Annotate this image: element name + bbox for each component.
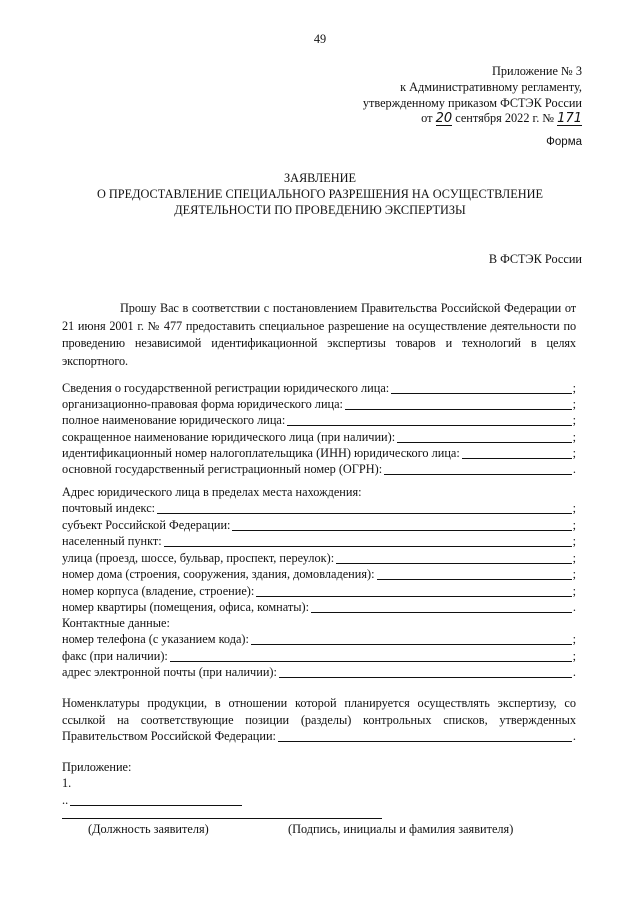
registration-field-label: полное наименование юридического лица: — [62, 413, 286, 428]
address-field-end: . — [572, 600, 576, 614]
address-field-1 — [62, 501, 576, 516]
address-heading: Адрес юридического лица в пределах места нахождения: — [62, 485, 362, 499]
address-field-6 — [62, 584, 576, 599]
title-line-3: ДЕЯТЕЛЬНОСТИ ПО ПРОВЕДЕНИЮ ЭКСПЕРТИЗЫ — [174, 203, 466, 217]
signature-label: (Подпись, инициалы и фамилия заявителя) — [288, 822, 514, 836]
addressee: В ФСТЭК России — [488, 252, 582, 266]
contact-field-end: ; — [572, 632, 576, 646]
address-field-7 — [62, 600, 576, 615]
appendix-line-2: к Административному регламенту, — [400, 80, 582, 94]
address-field-label: номер дома (строения, сооружения, здания, домовладения): — [62, 567, 375, 581]
attachment-item-2-blank[interactable] — [70, 794, 242, 806]
nomenclature-field — [62, 729, 576, 744]
page-number: 49 — [313, 32, 327, 46]
registration-field-blank[interactable] — [462, 447, 572, 459]
registration-field-2 — [62, 397, 576, 412]
order-number-handwritten: 171 — [557, 111, 582, 126]
date-prefix: от — [421, 111, 436, 125]
registration-field-label: организационно-правовая форма юридического лица: — [62, 397, 343, 412]
address-field-end: ; — [572, 567, 576, 581]
address-field-blank[interactable] — [311, 601, 572, 613]
address-field-label: номер квартиры (помещения, офиса, комнаты): — [62, 600, 310, 614]
registration-field-blank[interactable] — [384, 463, 572, 475]
registration-field-1 — [62, 381, 576, 396]
contact-field-3 — [62, 665, 576, 680]
address-field-end: ; — [572, 583, 576, 598]
registration-field-end: . — [572, 462, 576, 476]
address-field-label: номер корпуса (владение, строение): — [62, 583, 255, 598]
registration-field-5 — [62, 446, 576, 461]
address-field-end: ; — [572, 501, 576, 515]
form-label: Форма — [546, 136, 582, 148]
attachment-item-1: 1. — [62, 776, 72, 790]
title-line-2: О ПРЕДОСТАВЛЕНИЕ СПЕЦИАЛЬНОГО РАЗРЕШЕНИЯ НА ОСУЩЕСТВЛЕНИЕ — [96, 187, 544, 201]
address-field-blank[interactable] — [377, 568, 572, 580]
nomenclature-field-end: . — [572, 729, 576, 743]
registration-field-end: ; — [572, 429, 576, 444]
registration-field-label: сокращенное наименование юридического лица (при наличии): — [62, 429, 396, 444]
registration-field-blank[interactable] — [397, 431, 571, 443]
contact-field-end: ; — [572, 648, 576, 663]
registration-field-6 — [62, 462, 576, 477]
request-paragraph — [62, 300, 576, 370]
registration-field-3 — [62, 413, 576, 428]
address-field-blank[interactable] — [157, 502, 571, 514]
contact-field-label: номер телефона (с указанием кода): — [62, 632, 249, 646]
registration-field-end: ; — [572, 397, 576, 412]
registration-field-4 — [62, 430, 576, 445]
contact-field-1 — [62, 632, 576, 647]
contact-field-blank[interactable] — [251, 633, 572, 645]
address-field-label: населенный пункт: — [62, 534, 162, 548]
contact-field-label: факс (при наличии): — [62, 648, 168, 663]
contact-field-end: . — [572, 665, 576, 679]
contact-field-blank[interactable] — [279, 666, 572, 678]
address-field-5 — [62, 567, 576, 582]
title-line-1: ЗАЯВЛЕНИЕ — [283, 171, 357, 185]
signature-line[interactable] — [62, 818, 382, 819]
registration-field-label: идентификационный номер налогоплательщика (ИНН) юридического лица: — [62, 445, 460, 460]
address-field-blank[interactable] — [164, 535, 572, 547]
address-field-label: улица (проезд, шоссе, бульвар, проспект, переулок): — [62, 550, 335, 565]
nomenclature-field-blank[interactable] — [278, 730, 572, 742]
registration-field-end: ; — [572, 381, 576, 395]
nomenclature-line-2: ссылкой на соответствующие позиции (разделы) контрольных списков, утвержденных — [62, 713, 576, 727]
address-field-blank[interactable] — [336, 552, 571, 564]
registration-field-end: ; — [572, 445, 576, 460]
date-day-handwritten: 20 — [435, 111, 453, 126]
contact-field-label: адрес электронной почты (при наличии): — [62, 665, 277, 679]
attachment-heading: Приложение: — [62, 760, 132, 774]
date-rest: сентября 2022 г. № — [452, 111, 558, 125]
position-label: (Должность заявителя) — [88, 822, 209, 836]
address-field-blank[interactable] — [232, 519, 571, 531]
address-field-end: ; — [572, 517, 576, 532]
nomenclature-line-1: Номенклатуры продукции, в отношении которой планируется осуществлять экспертизу, со — [62, 696, 576, 710]
request-paragraph-text: Прошу Вас в соответствии с постановлением Правительства Российской Федерации от 21 июня 2001 г. № 477 предоставить специальное разрешение на осуществление деятельности по проведению независимой идентификационной экспертизы товаров и технологий в целях экспортного. — [62, 301, 576, 368]
address-field-end: ; — [572, 534, 576, 548]
contact-field-blank[interactable] — [170, 650, 572, 662]
address-field-blank[interactable] — [256, 585, 571, 597]
nomenclature-field-label: Правительством Российской Федерации: — [62, 729, 276, 743]
registration-field-label: основной государственный регистрационный номер (ОГРН): — [62, 462, 383, 476]
registration-field-blank[interactable] — [391, 382, 571, 394]
address-field-label: почтовый индекс: — [62, 501, 156, 515]
appendix-line-1: Приложение № 3 — [491, 64, 582, 78]
address-field-end: ; — [572, 550, 576, 565]
contacts-heading: Контактные данные: — [62, 616, 170, 630]
appendix-line-3: утвержденному приказом ФСТЭК России — [362, 96, 582, 110]
attachment-item-2-prefix: .. — [62, 793, 69, 807]
registration-field-end: ; — [572, 413, 576, 428]
registration-field-blank[interactable] — [345, 398, 572, 410]
address-field-3 — [62, 534, 576, 549]
registration-field-label: Сведения о государственной регистрации юридического лица: — [62, 381, 390, 395]
appendix-date-line — [421, 111, 582, 126]
attachment-item-2 — [62, 793, 242, 808]
contact-field-2 — [62, 649, 576, 664]
registration-field-blank[interactable] — [287, 414, 571, 426]
address-field-4 — [62, 551, 576, 566]
address-field-label: субъект Российской Федерации: — [62, 517, 231, 532]
address-field-2 — [62, 518, 576, 533]
